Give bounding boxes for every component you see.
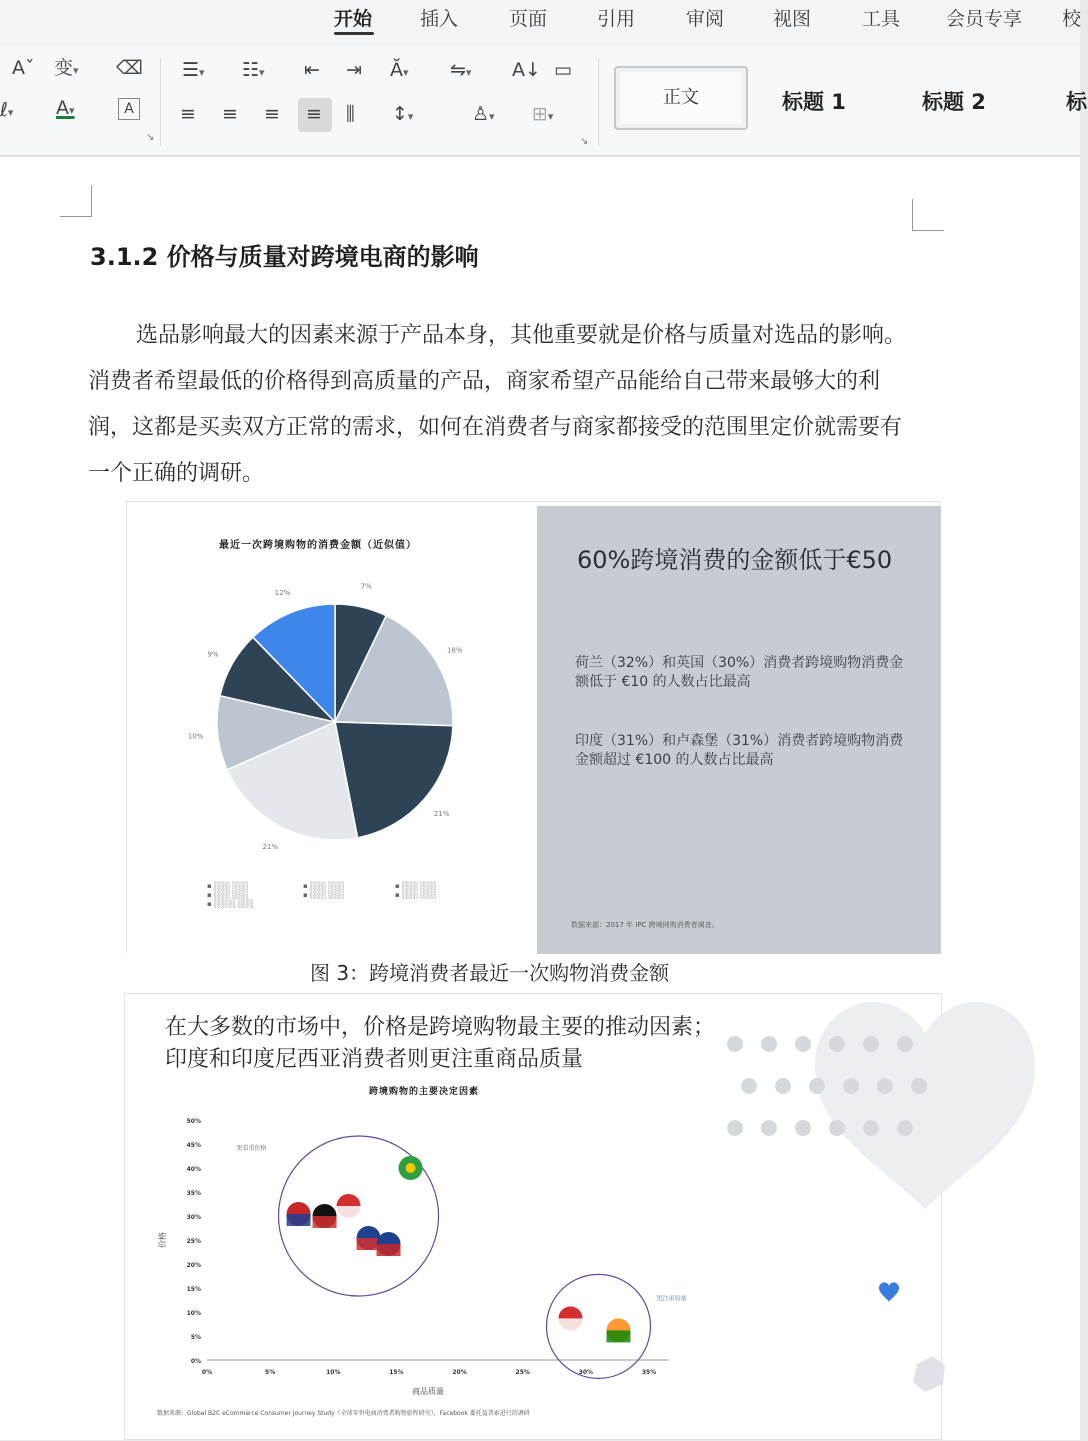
tab-insert[interactable]: 插入 bbox=[420, 8, 459, 30]
section-heading: 3.1.2 价格与质量对跨境电商的影响 bbox=[90, 243, 479, 271]
tab-tools[interactable]: 工具 bbox=[862, 8, 901, 30]
country-flag-stripe bbox=[558, 1318, 582, 1330]
heart-pattern-dot bbox=[775, 1078, 791, 1094]
summary-panel bbox=[537, 506, 941, 954]
border-icon[interactable]: ⊞▾ bbox=[532, 103, 554, 125]
group-label: 更注重质量 bbox=[656, 1295, 687, 1303]
font-size-decrease-icon[interactable]: Aˇ bbox=[12, 57, 35, 79]
highlight-color-icon[interactable]: ℓ▾ bbox=[0, 99, 14, 121]
heart-pattern-dot bbox=[795, 1036, 811, 1052]
style-normal[interactable]: 正文 bbox=[614, 66, 748, 130]
distributed-align-icon[interactable]: ⫼ bbox=[346, 103, 355, 125]
figure-4-source: 数据来源：Global B2C eCommerce Consumer Journey Study（全球零售电商消费者购物旅程研究），Facebook 委托益普索进行的调研 bbox=[157, 1410, 530, 1417]
x-tick-label: 35% bbox=[641, 1369, 657, 1376]
heart-pattern-dot bbox=[877, 1078, 893, 1094]
heart-pattern-dot bbox=[897, 1036, 913, 1052]
font-color-icon[interactable]: A▾ bbox=[56, 97, 75, 119]
style-heading-1[interactable]: 标题 1 bbox=[782, 90, 846, 114]
country-flag-stripe bbox=[606, 1330, 630, 1342]
heart-pattern-dot bbox=[795, 1120, 811, 1136]
tab-home[interactable]: 开始 bbox=[334, 8, 373, 30]
figure-4-image[interactable] bbox=[124, 993, 942, 1440]
country-flag-stripe bbox=[337, 1206, 361, 1218]
x-axis-label: 商品质量 bbox=[412, 1387, 444, 1396]
y-tick-label: 25% bbox=[186, 1238, 201, 1245]
increase-indent-icon[interactable]: ⇥ bbox=[346, 59, 362, 81]
country-flag-stripe bbox=[287, 1214, 311, 1226]
hexagon-decoration bbox=[913, 1356, 945, 1392]
y-axis-label: 价格 bbox=[158, 1232, 167, 1248]
pie-slice-label: 9% bbox=[207, 650, 219, 659]
heart-pattern-dot bbox=[911, 1078, 927, 1094]
y-tick-label: 35% bbox=[186, 1190, 201, 1197]
crop-mark-top-left bbox=[60, 185, 92, 217]
heart-decoration bbox=[815, 1002, 1035, 1209]
figure-3-caption: 图 3：跨境消费者最近一次购物消费金额 bbox=[310, 961, 670, 985]
heart-pattern-dot bbox=[863, 1120, 879, 1136]
pie-slice-label: 10% bbox=[187, 732, 204, 741]
bubble-chart bbox=[125, 994, 943, 1441]
sort-icon[interactable]: A↓ bbox=[512, 59, 541, 81]
phonetic-guide-icon[interactable]: 变▾ bbox=[54, 57, 79, 79]
tab-member[interactable]: 会员专享 bbox=[946, 8, 1023, 30]
body-paragraph: 选品影响最大的因素来源于产品本身，其他重要就是价格与质量对选品的影响。消费者希望最低的价格得到高质量的产品，商家希望产品能给自己带来最够大的利润，这都是买卖双方正常的需求，如何在消费者与商家都接受的范围里定价就需要有一个正确的调研。 bbox=[88, 323, 907, 486]
legend-entry: ▪ ░░░ ░░░ bbox=[395, 891, 437, 899]
crop-mark-top-right bbox=[912, 199, 944, 231]
heart-pattern-dot bbox=[741, 1078, 757, 1094]
summary-point-2: 印度（31%）和卢森堡（31%）消费者跨境购物消费金额超过 €100 的人数占比最高 bbox=[575, 733, 904, 768]
numbered-list-icon[interactable]: ☷▾ bbox=[242, 59, 265, 81]
align-center-icon[interactable]: ≡ bbox=[222, 103, 238, 125]
clear-format-icon[interactable]: ⌫ bbox=[116, 57, 143, 79]
blue-heart-icon bbox=[879, 1282, 899, 1302]
x-tick-label: 20% bbox=[452, 1369, 467, 1376]
heart-pattern-dot bbox=[843, 1078, 859, 1094]
heart-pattern-dot bbox=[809, 1078, 825, 1094]
font-dialog-launcher-icon[interactable]: ↘ bbox=[146, 132, 155, 143]
x-tick-label: 5% bbox=[265, 1369, 276, 1376]
char-shading-icon[interactable]: A bbox=[118, 98, 140, 120]
summary-source: 数据来源：2017 年 IPC 跨境网购消费者调查。 bbox=[571, 921, 719, 929]
pie-legend-col1 bbox=[207, 882, 254, 909]
legend-entry: ▪ ░░░ ░░░ bbox=[303, 882, 345, 890]
country-flag-stripe bbox=[313, 1216, 337, 1228]
pie-slice-label: 12% bbox=[274, 589, 291, 598]
x-tick-label: 0% bbox=[201, 1369, 213, 1376]
brazil-flag-center bbox=[406, 1163, 416, 1173]
figure-4-title-line2: 印度和印度尼西亚消费者则更注重商品质量 bbox=[165, 1047, 584, 1072]
bullet-list-icon[interactable]: ☰▾ bbox=[182, 59, 205, 81]
x-tick-label: 25% bbox=[515, 1369, 530, 1376]
active-tab-indicator bbox=[334, 32, 374, 35]
ribbon-tab-bar bbox=[0, 0, 1080, 46]
separator bbox=[160, 58, 161, 146]
style-heading-2[interactable]: 标题 2 bbox=[922, 90, 986, 114]
heart-pattern-dot bbox=[829, 1120, 845, 1136]
legend-entry: ▪ ░░░ ░░░ bbox=[303, 891, 345, 899]
y-tick-label: 10% bbox=[186, 1310, 201, 1317]
justify-icon[interactable]: ≡ bbox=[306, 103, 322, 125]
legend-entry: ▪ ░░░ ░░░ bbox=[395, 882, 437, 890]
tab-page[interactable]: 页面 bbox=[509, 8, 548, 30]
y-tick-label: 15% bbox=[186, 1286, 201, 1293]
align-right-icon[interactable]: ≡ bbox=[264, 103, 280, 125]
y-tick-label: 20% bbox=[186, 1262, 201, 1269]
tab-proofread[interactable]: 校 bbox=[1062, 8, 1082, 30]
style-heading-3[interactable]: 标 bbox=[1066, 90, 1087, 114]
y-tick-label: 5% bbox=[190, 1334, 201, 1341]
pie-slice-label: 18% bbox=[446, 646, 463, 655]
group-label: 更看重价格 bbox=[236, 1145, 267, 1152]
pie-legend-col3 bbox=[395, 882, 437, 900]
pie-chart-panel bbox=[127, 502, 537, 954]
text-direction-icon[interactable]: Ӑ▾ bbox=[390, 59, 409, 81]
decrease-indent-icon[interactable]: ⇤ bbox=[304, 59, 320, 81]
shading-icon[interactable]: ♙▾ bbox=[472, 103, 495, 125]
pie-slice-label: 21% bbox=[433, 809, 450, 818]
y-tick-label: 50% bbox=[186, 1118, 201, 1125]
pie-slice-label: 7% bbox=[360, 582, 372, 591]
legend-entry: ▪ ░░░░ ░░░ bbox=[207, 900, 254, 908]
legend-entry: ▪ ░░░ ░░░ bbox=[207, 882, 249, 890]
heart-pattern-dot bbox=[761, 1120, 777, 1136]
heart-pattern-dot bbox=[829, 1036, 845, 1052]
legend-entry: ▪ ░░░ ░░░ bbox=[207, 891, 249, 899]
heart-pattern-dot bbox=[727, 1120, 743, 1136]
show-marks-icon[interactable]: ▭ bbox=[554, 59, 572, 81]
align-left-icon[interactable]: ≡ bbox=[180, 103, 196, 125]
figure-3-image[interactable] bbox=[126, 501, 940, 953]
heart-pattern-dot bbox=[761, 1036, 777, 1052]
heart-pattern-dot bbox=[863, 1036, 879, 1052]
chinese-layout-icon[interactable]: ⇋▾ bbox=[450, 59, 472, 81]
line-spacing-icon[interactable]: ↕▾ bbox=[392, 103, 414, 125]
styles-gallery bbox=[608, 60, 1088, 136]
tab-review[interactable]: 审阅 bbox=[686, 8, 725, 30]
y-tick-label: 40% bbox=[186, 1166, 201, 1173]
paragraph-dialog-launcher-icon[interactable]: ↘ bbox=[580, 136, 589, 147]
heart-pattern-dot bbox=[727, 1036, 743, 1052]
x-tick-label: 10% bbox=[326, 1369, 341, 1376]
country-flag-stripe bbox=[377, 1244, 401, 1256]
y-tick-label: 0% bbox=[190, 1358, 201, 1365]
y-tick-label: 45% bbox=[186, 1142, 201, 1149]
summary-point-1: 荷兰（32%）和英国（30%）消费者跨境购物消费金额低于 €10 的人数占比最高 bbox=[575, 655, 904, 690]
pie-slice-label: 21% bbox=[262, 843, 279, 852]
tab-view[interactable]: 视图 bbox=[773, 8, 812, 30]
figure-4-title-line1: 在大多数的市场中，价格是跨境购物最主要的推动因素； bbox=[165, 1015, 716, 1040]
document-page[interactable] bbox=[0, 157, 1080, 1440]
y-tick-label: 30% bbox=[186, 1214, 201, 1221]
tab-references[interactable]: 引用 bbox=[597, 8, 636, 30]
pie-chart-title: 最近一次跨境购物的消费金额（近似值） bbox=[219, 540, 417, 551]
heart-pattern-dot bbox=[897, 1120, 913, 1136]
bubble-chart-title: 跨境购物的主要决定因素 bbox=[369, 1087, 480, 1097]
x-tick-label: 30% bbox=[578, 1369, 594, 1376]
x-tick-label: 15% bbox=[389, 1369, 404, 1376]
separator bbox=[598, 58, 599, 146]
summary-headline: 60%跨境消费的金额低于€50 bbox=[577, 546, 893, 574]
pie-legend-col2 bbox=[303, 882, 345, 900]
